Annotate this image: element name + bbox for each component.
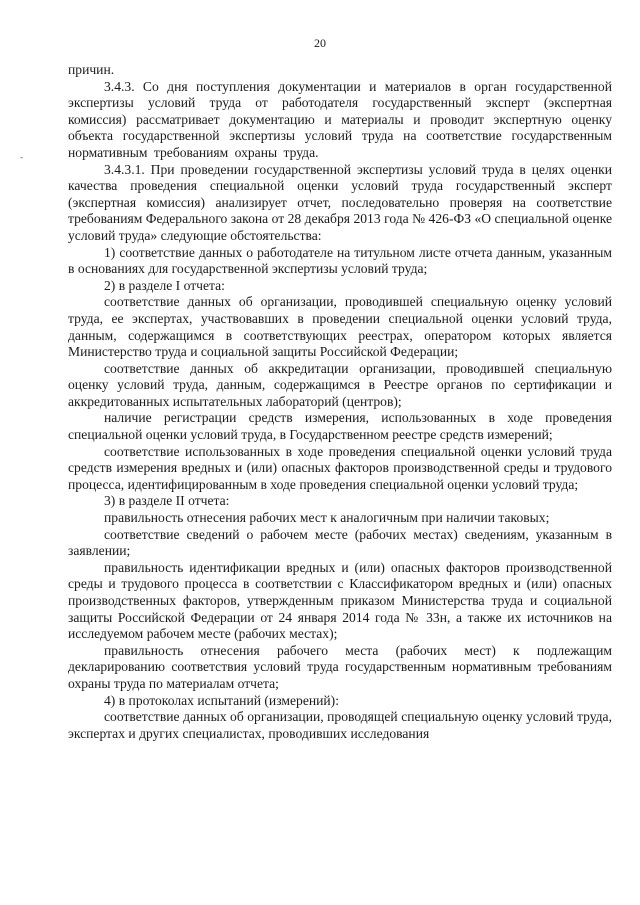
section-2-analogous-check: правильность отнесения рабочих мест к аналогичным при наличии таковых;: [104, 510, 550, 526]
list-item-4: 4) в протоколах испытаний (измерений):: [104, 692, 339, 708]
section-2-factors-check: правильность идентификации вредных и (или) опасных факторов производственной среды и трудового процесса в соответствии с Классификатором вредных и (или) опасных производственных факторов, утвержденным приказом Министерства труда и социальной защиты Российской Федерации от 24 января 2014 года № 33н, а также их источников на исследуемом рабочем месте (рабочих местах);: [68, 559, 612, 642]
section-1-org-check: соответствие данных об организации, проводившей специальную оценку условий труда, ее экспертах, участвовавших в проведении специальной оценки условий труда, данным, содержащимся в соответствующих реестрах, оператором которых является Министерство труда и социальной защиты Российской Федерации;: [68, 294, 612, 360]
section-2-declaration-check: правильность отнесения рабочего места (рабочих мест) к подлежащим декларированию соответствия условий труда государственным нормативным требованиям охраны труда по материалам отчета;: [68, 642, 612, 691]
list-item-3: 3) в разделе II отчета:: [104, 493, 230, 509]
section-1-instruments-check: соответствие использованных в ходе проведения специальной оценки условий труда средств измерения вредных и (или) опасных факторов производственной среды и трудового процесса, идентифицированным в ходе проведения специальной оценки условий труда;: [68, 443, 612, 492]
paragraph-3-4-3: 3.4.3. Со дня поступления документации и материалов в орган государственной экспертизы условий труда от работодателя государственный эксперт (экспертная комиссия) рассматривает документацию и материалы и проводит экспертную оценку объекта государственной экспертизы условий труда на соответствие государственным нормативным требованиям охраны труда.: [68, 78, 612, 160]
page-number: 20: [314, 36, 326, 50]
paragraph-3-4-3-1: 3.4.3.1. При проведении государственной экспертизы условий труда в целях оценки качества проведения специальной оценки условий труда государственный эксперт (экспертная комиссия) анализирует отчет, последовательно проверяя на соответствие требованиям Федерального закона от 28 декабря 2013 года № 426-ФЗ «О специальной оценке условий труда» следующие обстоятельства:: [68, 161, 612, 243]
section-1-registration-check: наличие регистрации средств измерения, использованных в ходе проведения специальной оценки условий труда, в Государственном реестре средств измерений;: [68, 410, 612, 443]
paragraph-continuation: причин.: [68, 62, 115, 77]
protocols-org-check: соответствие данных об организации, проводящей специальную оценку условий труда, экспертах и других специалистах, проводивших исследования: [68, 709, 612, 741]
margin-mark: -: [20, 152, 23, 162]
body-text: [68, 62, 612, 742]
section-1-accreditation-check: соответствие данных об аккредитации организации, проводившей специальную оценку условий труда, данным, содержащимся в Реестре органов по сертификации и аккредитованных испытательных лабораторий (центров);: [68, 360, 612, 409]
section-2-workplace-check: соответствие сведений о рабочем месте (рабочих местах) сведениям, указанным в заявлении;: [68, 526, 612, 559]
list-item-2: 2) в разделе I отчета:: [104, 277, 225, 293]
list-item-1: 1) соответствие данных о работодателе на титульном листе отчета данным, указанным в основаниях для государственной экспертизы условий труда;: [68, 244, 612, 277]
